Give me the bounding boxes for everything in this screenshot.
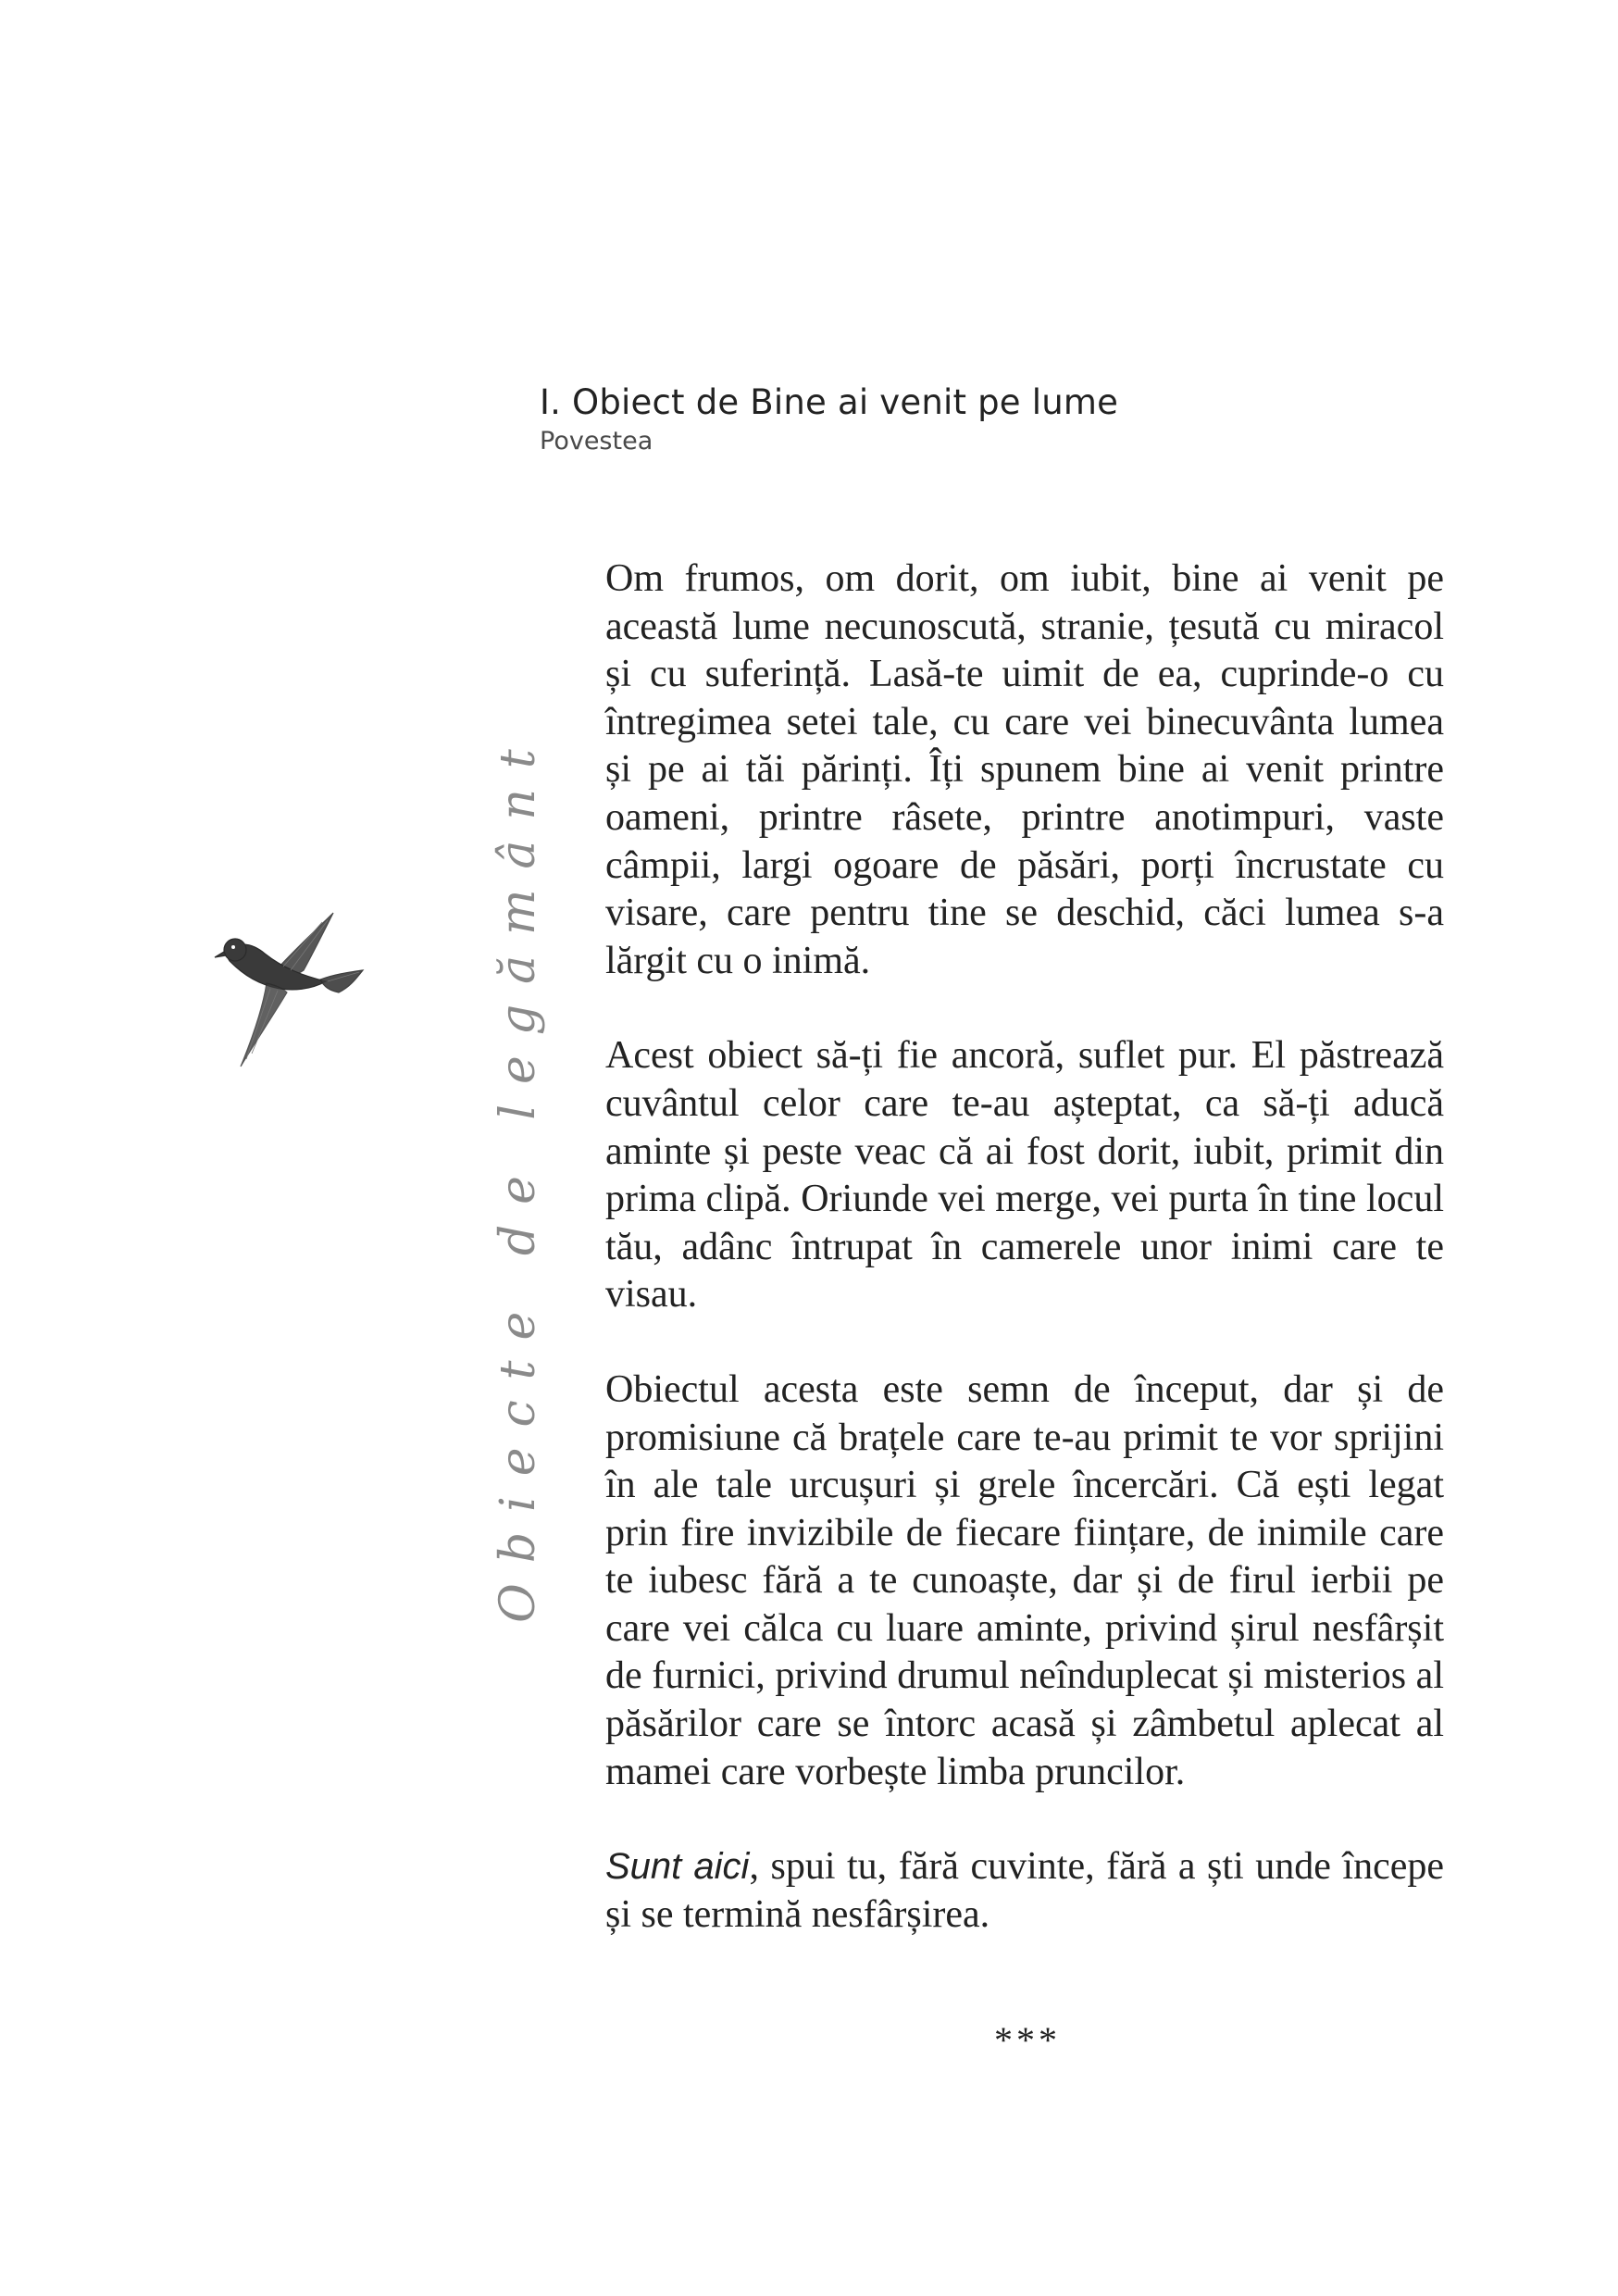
story-paragraph-2: Acest obiect să-ți fie ancoră, suflet pur. El păstrează cuvântul celor care te-au așteptat, ca să-ți aducă aminte și peste veac că ai fost dorit, iubit, primit din prima clipă. Oriunde vei merge, vei purta în tine locul tău, adânc întrupat în camerele unor inimi care te visau.	[605, 1034, 1444, 1316]
bird-sketch-icon	[211, 896, 378, 1072]
chapter-header	[540, 381, 1465, 457]
chapter-subtitle: Povestea	[540, 427, 653, 455]
story-paragraph-4-rest: , spui tu, fără cuvinte, fără a ști unde începe și se termină nesfârșirea.	[605, 1845, 1445, 1936]
story-emphasis: Sunt aici	[605, 1846, 750, 1888]
story-paragraph-4	[605, 1843, 1444, 1939]
story-paragraph-1: Om frumos, om dorit, om iubit, bine ai venit pe această lume necunoscută, stranie, țesută cu miracol și cu suferință. Lasă-te uimit de ea, cuprinde-o cu întregimea setei tale, cu care vei binecuvânta lumea și pe ai tăi părinți. Îți spunem bine ai venit printre oameni, printre râsete, printre anotimpuri, vaste câmpii, largi ogoare de păsări, porți încrustate cu visare, care pentru tine se deschid, căci lumea s-a lărgit cu o inimă.	[605, 557, 1444, 982]
side-script-text: Obiecte de legământ	[491, 729, 546, 1623]
story-body	[605, 555, 1444, 1986]
story-paragraph-3: Obiectul acesta este semn de început, dar și de promisiune că brațele care te-au primit te vor sprijini în ale tale urcușuri și grele încercări. Că ești legat prin fire invizibile de fiecare ființare, de inimile care te iubesc fără a te cunoaște, dar și de firul ierbii pe care vei călca cu luare aminte, privind șirul nesfârșit de furnici, privind drumul neînduplecat și misterios al păsărilor care se întorc acasă și zâmbetul aplecat al mamei care vorbește limba pruncilor.	[605, 1367, 1444, 1793]
chapter-title: I. Obiect de Bine ai venit pe lume	[540, 382, 1119, 422]
section-separator: ***	[994, 2019, 1061, 2061]
